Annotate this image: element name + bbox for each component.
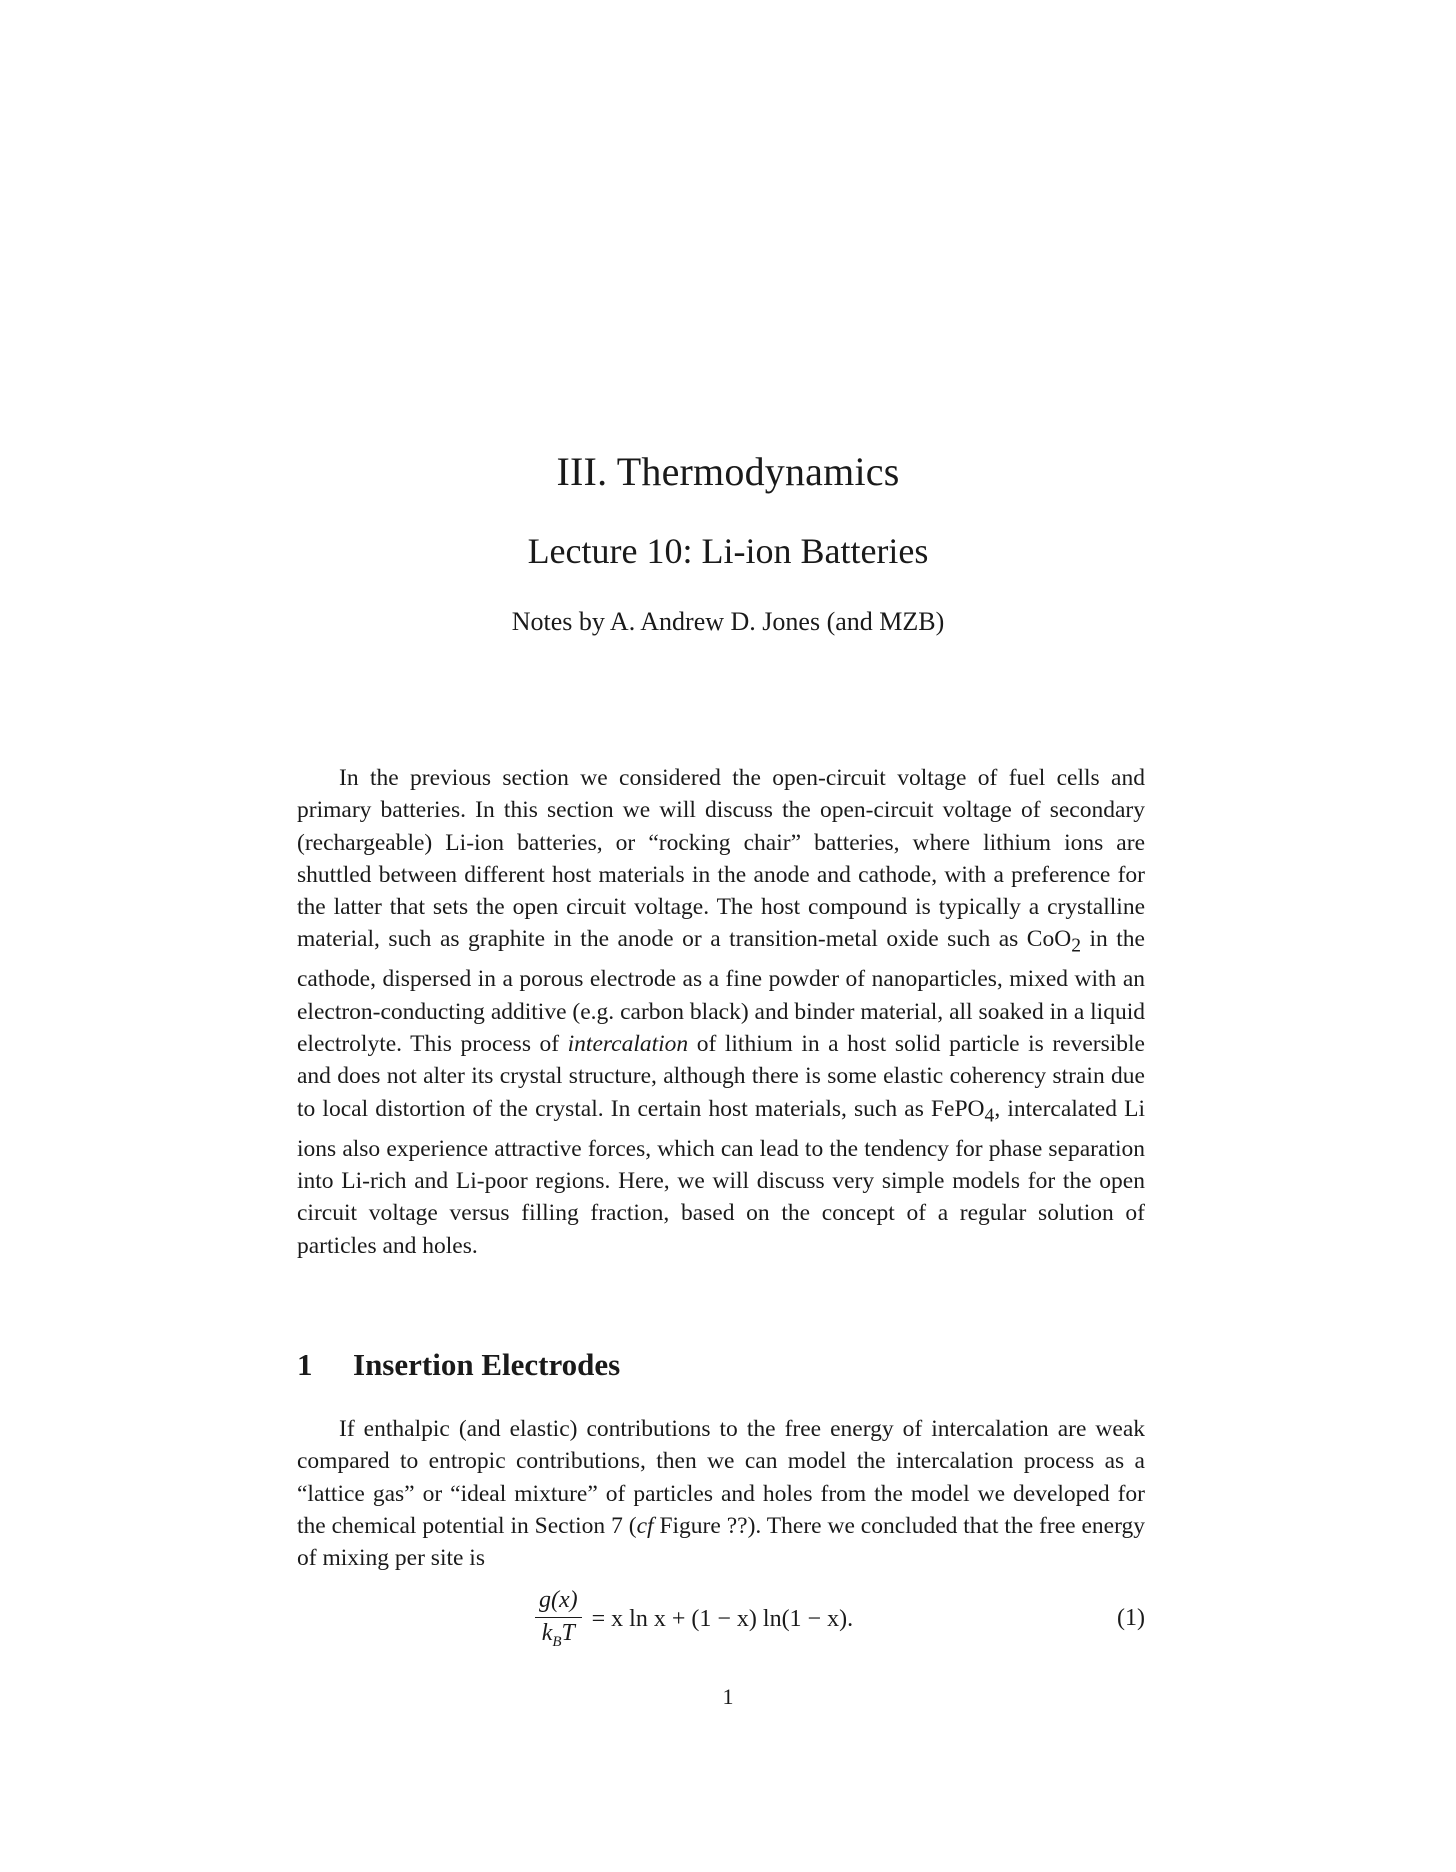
equation-fraction: [535, 1587, 582, 1651]
intro-subscript-1: 2: [1071, 936, 1081, 958]
section-text-2: Figure ??). There we concluded that the free energy of mixing per site is: [297, 1512, 1145, 1572]
denominator-main: k: [541, 1620, 553, 1647]
denominator-subscript: B: [552, 1633, 562, 1650]
page-number: 1: [722, 1684, 734, 1709]
denominator-tail: T: [561, 1620, 575, 1647]
intro-paragraph: [297, 762, 1145, 1262]
part-title: III. Thermodynamics: [556, 449, 900, 494]
section-paragraph: [297, 1413, 1145, 1574]
equation-1: [297, 1583, 1145, 1655]
intro-text-3: of lithium in a host solid particle is reversible and does not alter its crystal structure, although there is some elastic coherency strain due to local distortion of the crystal. In certain host materials, such as FePO: [297, 1031, 1145, 1122]
intro-text-1: In the previous section we considered the open-circuit voltage of fuel cells and primary batteries. In this section we will discuss the open-circuit voltage of secondary (rechargeable) Li-ion batteries, or “rocking chair” batteries, where lithium ions are shuttled between different host materials in the anode and cathode, with a preference for the latter that sets the open circuit voltage. The host compound is typically a crystalline material, such as graphite in the anode or a transition-metal oxide such as CoO: [297, 765, 1145, 953]
section-title: Insertion Electrodes: [353, 1347, 621, 1382]
lecture-title: Lecture 10: Li-ion Batteries: [527, 531, 929, 571]
section-emphasis: cf: [636, 1512, 654, 1539]
equation-numerator: g(x): [535, 1587, 582, 1618]
intro-subscript-2: 4: [984, 1105, 995, 1127]
section-text-1: If enthalpic (and elastic) contributions to the free energy of intercalation are weak compared to entropic contributions, then we can model the intercalation process as a “lattice gas” or “ideal mixture” of particles and holes from the model we developed for the chemical potential in Section 7 (: [297, 1416, 1145, 1539]
intro-text-4: , intercalated Li ions also experience attractive forces, which can lead to the tendency for phase separation into Li-rich and Li-poor regions. Here, we will discuss very simple models for the open circuit voltage versus filling fraction, based on the concept of a regular solution of particles and holes.: [297, 1095, 1145, 1259]
equation-number: (1): [1117, 1605, 1145, 1631]
section-heading: [297, 1347, 620, 1383]
section-number: 1: [297, 1347, 313, 1382]
intro-emphasis: intercalation: [567, 1031, 689, 1058]
equation-denominator: [542, 1618, 575, 1651]
author-line: Notes by A. Andrew D. Jones (and MZB): [511, 607, 945, 636]
equation-rhs: = x ln x + (1 − x) ln(1 − x).: [591, 1605, 854, 1632]
intro-text-2: in the cathode, dispersed in a porous electrode as a fine powder of nanoparticles, mixed with an electron-conducting additive (e.g. carbon black) and binder material, all soaked in a liquid electrolyte. This process of: [297, 926, 1145, 1058]
equation-body: [535, 1583, 853, 1655]
